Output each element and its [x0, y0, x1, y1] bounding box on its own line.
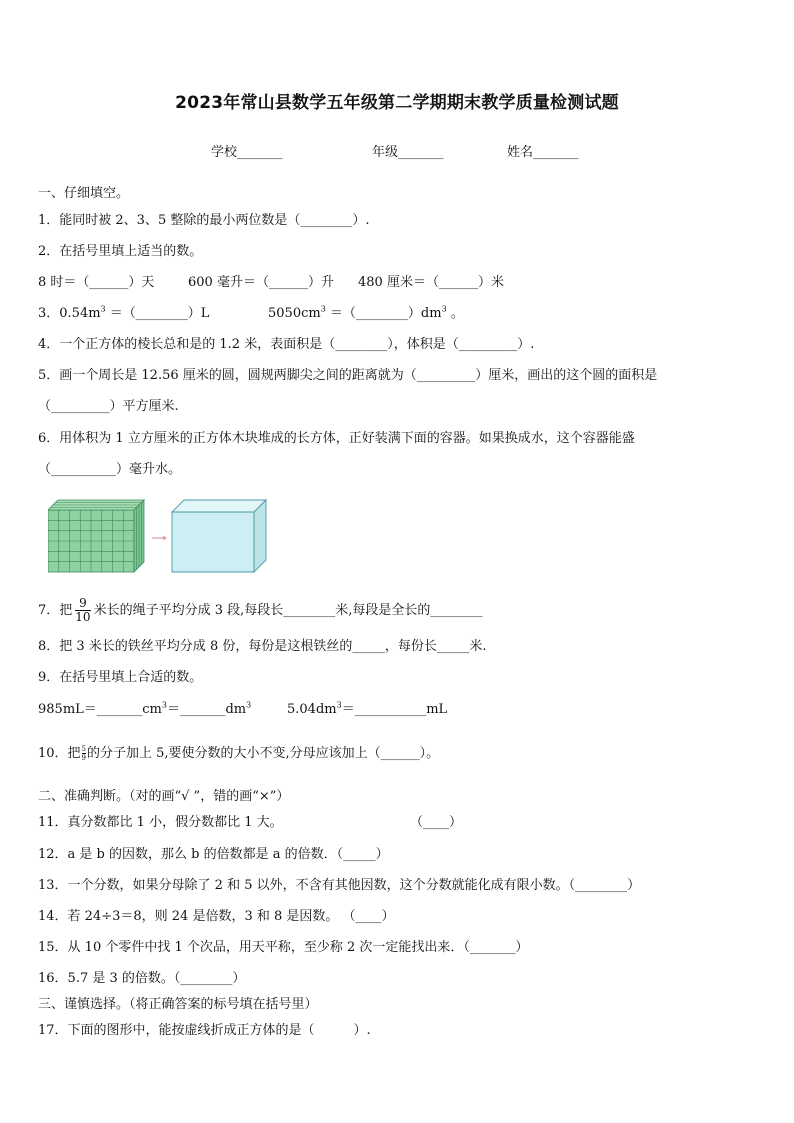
- question-14: 14．若 24÷3＝8，则 24 是倍数，3 和 8 是因数。 （____）: [38, 909, 395, 924]
- question-3a: [38, 302, 209, 321]
- question-15: 15．从 10 个零件中找 1 个次品，用天平称，至少称 2 次一定能找出来．（_______）: [38, 940, 529, 955]
- q10-numerator: 5: [81, 745, 87, 753]
- q9a-sup2: 3: [246, 700, 252, 710]
- grade-label: 年级: [372, 145, 399, 160]
- question-11: 11．真分数都比 1 小，假分数都比 1 大。: [38, 815, 283, 830]
- q10-pre: 10．把: [38, 746, 81, 761]
- section-heading-fill: 一、仔细填空。: [38, 186, 130, 201]
- q10-post: 的分子加上 5,要使分数的大小不变,分母应该加上（______）。: [87, 746, 440, 761]
- q9b-post: ＝___________mL: [341, 702, 448, 717]
- q3a-pre: 3．0.54m: [38, 306, 101, 321]
- grade-field: [372, 141, 444, 160]
- question-3b: [268, 302, 464, 321]
- section-heading-judge: 二、准确判断。（对的画“√ ”，错的画“×”）: [38, 789, 290, 804]
- q9a-sup: 3: [161, 700, 167, 710]
- question-2b: 600 毫升＝（______）升: [188, 275, 334, 290]
- question-13: 13．一个分数，如果分母除了 2 和 5 以外，不含有其他因数，这个分数就能化成有限小数。（________）: [38, 878, 641, 893]
- school-blank: _______: [237, 145, 283, 160]
- question-12: 12．a 是 b 的因数，那么 b 的倍数都是 a 的倍数．（_____）: [38, 847, 389, 862]
- q7-denominator: 10: [75, 610, 91, 624]
- unit-cube-stack-icon: [48, 500, 144, 572]
- q3b-mid: ＝（________）dm: [325, 306, 442, 321]
- q3a-post: ＝（________）L: [105, 306, 210, 321]
- q7-numerator: 9: [75, 597, 90, 611]
- q10-fraction: [82, 745, 86, 762]
- name-blank: _______: [533, 145, 579, 160]
- q9a-mid: ＝_______dm: [166, 702, 247, 717]
- arrow-right-icon: [152, 536, 167, 541]
- grade-blank: _______: [398, 145, 444, 160]
- question-11-blank: （____）: [410, 815, 463, 830]
- question-4: 4．一个正方体的棱长总和是的 1.2 米，表面积是（________），体积是（_________）.: [38, 337, 535, 352]
- question-5-line-1: 5．画一个周长是 12.56 厘米的圆，圆规两脚尖之间的距离就为（_________）厘米，画出的这个圆的面积是: [38, 368, 658, 383]
- name-label: 姓名: [507, 145, 534, 160]
- question-8: 8．把 3 米长的铁丝平均分成 8 份，每份是这根铁丝的_____，每份长_____米.: [38, 639, 487, 654]
- q3b-pre: 5050cm: [268, 306, 321, 321]
- question-9: 9．在括号里填上合适的数。: [38, 670, 203, 685]
- question-17: 17．下面的图形中，能按虚线折成正方体的是（ ）.: [38, 1023, 371, 1038]
- q9b-pre: 5.04dm: [287, 702, 337, 717]
- q3a-sup: 3: [100, 304, 106, 314]
- empty-container-icon: [172, 500, 266, 572]
- q3b-post: 。: [446, 306, 464, 321]
- name-field: [507, 141, 579, 160]
- page-title: 2023年常山县数学五年级第二学期期末教学质量检测试题: [175, 93, 619, 113]
- q7-post: 米长的绳子平均分成 3 段,每段长________米,每段是全长的________: [93, 603, 483, 618]
- question-2: 2．在括号里填上适当的数。: [38, 244, 203, 259]
- question-5-line-2: （_________）平方厘米.: [38, 399, 179, 414]
- section-heading-choice: 三、谨慎选择。（将正确答案的标号填在括号里）: [38, 997, 318, 1012]
- question-9b: [287, 698, 447, 717]
- school-field: [211, 141, 283, 160]
- question-6-line-2: （__________）毫升水。: [38, 462, 182, 477]
- school-label: 学校: [211, 145, 238, 160]
- question-9a: [38, 698, 251, 717]
- q7-fraction: [75, 597, 90, 624]
- q3b-sup: 3: [320, 304, 326, 314]
- question-16: 16．5.7 是 3 的倍数。（________）: [38, 971, 246, 986]
- q10-denominator: 9: [81, 754, 87, 762]
- question-6-line-1: 6．用体积为 1 立方厘米的正方体木块堆成的长方体，正好装满下面的容器。如果换成水，这个容器能盛: [38, 431, 635, 446]
- q7-pre: 7．把: [38, 603, 73, 618]
- q3b-sup2: 3: [441, 304, 447, 314]
- question-2a: 8 时＝（______）天: [38, 275, 155, 290]
- q9b-sup: 3: [336, 700, 342, 710]
- question-6-figure: [48, 496, 278, 578]
- q9a-pre: 985mL＝_______cm: [38, 702, 162, 717]
- question-2c: 480 厘米＝（______）米: [358, 275, 504, 290]
- question-1: 1．能同时被 2、3、5 整除的最小两位数是（________）.: [38, 213, 370, 228]
- question-7: [38, 597, 482, 624]
- question-10: [38, 742, 439, 762]
